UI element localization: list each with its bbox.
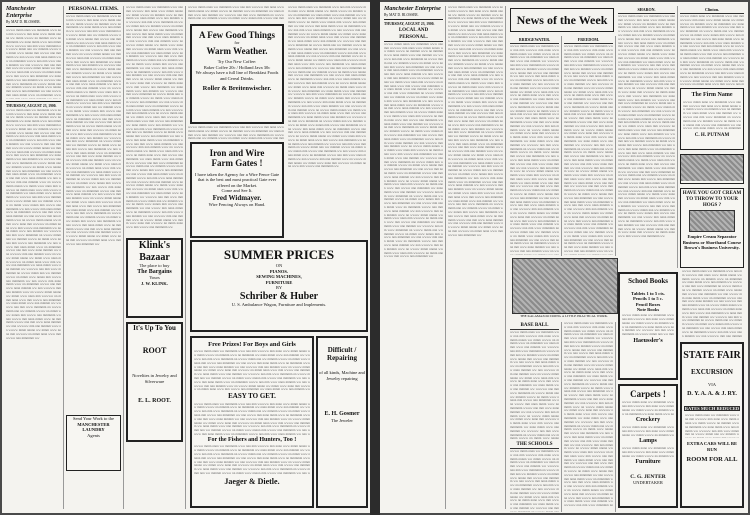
school-books-ad: School Books Tablets 1 to 5 cts. Pencils 1 to 5 c. Pencil Boxes Note Books wwww mmm nnnn ww mmmmm www nnn mm wwwww mm nnnn www mmm nnnnn ww mmm wwww nn mmmm www nn mmmmm ww nnnn mmm www nnn mmmm ww wwwww nnn mm www mmmmm nn wwww mmm nnn ww mmmm wwww nn mmm www nnnnn mm wwww nnn mmmmm ww nnn wwww mm nnnn mmm www nn mmmmm wwww nnn mm www nnnn mmmm ww nnn wwwww mm nnn mmmm www nn wwww mmm nnnnn ww mmm www nnnn mm wwwww nn mmm nnnn www mm wwww nnn mmmmm ww nnnn mmm www nnn mmmm ww wwwww nnn mm www mmmmm nn wwww mmm nnn ww mmmm wwww nn mmm www nnnnn mm wwww nnn mmmmm ww nnn wwww mm nnnn mmm www nn mmmmm wwww nnn mm www nnnn mmmm ww nnn wwwww mm nnn mmmm www nn wwww mmm nnnnn ww mmm www nnnn mm wwwww nn mmm nnnn www mm wwww nnn mmmmm ww nnnn mmm www nnn mmmm ww wwwww nnn mm www mmmmm nn wwww mmm nnn ww mmmm wwww nn mmm www nnnnn mm wwww nnn mmmmm ww nnn wwww mm nnnn mmm www nn mmmmm wwww nnn mm www nnnn mmmm ww nnn wwwww mm nnn mmmm www nn wwww mmm nnnnn ww mmm www nnnn mm wwwww nn mmm nnnn www mm wwww nnn mmmmm ww nnnn mmm www nnn mmmm ww wwwww nnn mm www mmmmm nn wwww mmm nnn ww mmmm wwww nn mmm www nnnnn mm wwww nnn mmmmm ww nnn wwww mm nnnn mmm www nn mmmmm wwww nnn mm www nnnn mmmm ww nnn wwwww mm nnn mmmm www nn wwww mmm nnnnn ww mmm www nnnn mm wwwww nn mmm nnnn www mm wwww nnn mmmmm ww nnnn mmm www nnn mmmm ww wwwww nnn mm www mmmmm nn wwww mmm nnn ww mmmm wwww nn mmm www nnnnn mm wwww nnn mmmmm ww nnn wwww mm nnnn mmm www nn mmmmm wwww nnn mm www nnnn mmmm ww nnn wwwww mm nnn mmmm www nn wwww mmm nnnnn ww mmm www nnnn mm wwwww nn mmm nnnn www mm wwww nnn mmmmm ww nnnn mmm www nnn mmmm ww wwwww nnn mm www mmmmm nn wwww mmm nnn ww mmmm wwww nn mmm www nnnnn mm wwww nnn mmmmm ww nnn wwww mm nnnn mmm www nn mmmmm wwww nnn mm www nnnn mmmm ww nnn wwwww mm nnn mmmm www nn wwww mmm nnnnn ww mmm www nnnn mm wwwww nn mmm nnnn www mm wwww nnn mmmmm ww Haeussler's bbox=[618, 272, 678, 380]
right-col-2 bbox=[446, 6, 506, 509]
left-col-2 bbox=[64, 6, 124, 509]
page-gutter bbox=[370, 0, 380, 515]
college-ad-banner bbox=[680, 154, 744, 184]
firm-name-ad: The Firm Name wwww mmm nnnn ww mmmmm www nnn mm wwwww mm nnnn www mmm nnnnn ww mmm wwww nn mmmm www nn mmmmm ww nnnn mmm www nnn mmmm ww wwwww nnn mm www mmmmm nn wwww mmm nnn ww mmmm wwww nn mmm www nnnnn mm wwww nnn mmmmm ww nnn wwww mm nnnn mmm www nn mmmmm wwww nnn mm www nnnn mmmm ww nnn wwwww mm nnn mmmm www nn wwww mmm nnnnn ww mmm www nnnn mm wwwww nn mmm nnnn www mm wwww nnn mmmmm ww nnnn mmm www nnn mmmm ww wwwww nnn mm www mmmmm nn wwww mmm nnn ww mmmm wwww nn mmm www nnnnn mm wwww nnn mmmmm ww nnn wwww mm nnnn mmm www nn mmmmm wwww nnn mm www nnnn mmmm ww nnn wwwww mm nnn mmmm www nn wwww mmm nnnnn ww mmm www nnnn mm wwwww nn mmm nnnn www mm wwww nnn mmmmm ww nnnn mmm www nnn mmmm ww wwwww nnn mm www mmmmm nn wwww mmm nnn ww mmmm wwww nn mmm www nnnnn mm wwww nnn mmmmm ww nnn wwww mm nnnn mmm www nn mmmmm wwww nnn mm www nnnn mmmm ww nnn wwwww mm nnn mmmm www nn wwww mmm nnnnn ww mmm www nnnn mm wwwww nn mmm nnnn www mm wwww nnn mmmmm ww nnnn mmm www nnn mmmm ww wwwww nnn mm www mmmmm nn wwww mmm nnn ww mmmm wwww nn mmm www nnnnn mm wwww nnn mmmmm ww nnn wwww mm nnnn mmm www nn mmmmm wwww nnn mm www nnnn mmmm ww nnn wwwww mm nnn mmmm www nn wwww mmm nnnnn ww mmm www nnnn mm wwwww nn mmm nnnn www mm wwww nnn mmmmm ww nnnn mmm www nnn mmmm ww wwwww nnn mm www mmmmm nn wwww mmm nnn ww mmmm wwww nn mmm www nnnnn mm wwww nnn mmmmm ww nnn wwww mm nnnn mmm www nn mmmmm wwww nnn mm www nnnn mmmm ww nnn wwwww mm nnn mmmm www nn wwww mmm nnnnn ww mmm www nnnn mm wwwww nn mmm nnnn www mm wwww nnn mmmmm ww nnnn mmm www nnn mmmm ww wwwww nnn mm www mmmmm nn wwww mmm nnn ww mmmm wwww nn mmm www nnnnn mm wwww nnn mmmmm ww nnn wwww mm nnnn mmm www nn mmmmm wwww nnn mm www nnnn mmmm ww nnn wwwww mm nnn mmmm www nn wwww mmm nnnnn ww mmm www nnnn mm wwwww nn mmm nnnn www mm wwww nnn mmmmm ww C. H. PUTNAM bbox=[680, 88, 744, 150]
left-col-5 bbox=[286, 6, 368, 238]
summer-prices-ad: SUMMER PRICES ON PIANOS. SEWING MACHINES, FURNITURE BY Schriber & Huber U. S. Ambulance Wagon, Furniture and Implements. bbox=[190, 240, 368, 332]
right-page bbox=[380, 2, 748, 513]
personal-items-text bbox=[66, 15, 121, 415]
carpets-ad: Carpets ! wwww mmm nnnn ww mmmmm www nnn mm wwwww mm nnnn www mmm nnnnn ww mmm wwww nn mmmm www nn mmmmm ww nnnn mmm www nnn mmmm ww wwwww nnn mm www mmmmm nn wwww mmm nnn ww mmmm wwww nn mmm www nnnnn mm wwww nnn mmmmm ww nnn wwww mm nnnn mmm www nn mmmmm wwww nnn mm www nnnn mmmm ww nnn wwwww mm nnn mmmm www nn wwww mmm nnnnn ww mmm www nnnn mm wwwww nn mmm nnnn www mm wwww nnn mmmmm ww nnnn mmm www nnn mmmm ww wwwww nnn mm www mmmmm nn wwww mmm nnn ww mmmm wwww nn mmm www nnnnn mm wwww nnn mmmmm ww nnn wwww mm nnnn mmm www nn mmmmm wwww nnn mm www nnnn mmmm ww nnn wwwww mm nnn mmmm www nn wwww mmm nnnnn ww mmm www nnnn mm wwwww nn mmm nnnn www mm wwww nnn mmmmm ww nnnn mmm www nnn mmmm ww wwwww nnn mm www mmmmm nn wwww mmm nnn ww mmmm wwww nn mmm www nnnnn mm wwww nnn mmmmm ww nnn wwww mm nnnn mmm www nn mmmmm wwww nnn mm www nnnn mmmm ww nnn wwwww mm nnn mmmm www nn wwww mmm nnnnn ww mmm www nnnn mm wwwww nn mmm nnnn www mm wwww nnn mmmmm ww nnnn mmm www nnn mmmm ww wwwww nnn mm www mmmmm nn wwww mmm nnn ww mmmm wwww nn mmm www nnnnn mm wwww nnn mmmmm ww nnn wwww mm nnnn mmm www nn mmmmm wwww nnn mm www nnnn mmmm ww nnn wwwww mm nnn mmmm www nn wwww mmm nnnnn ww mmm www nnnn mm wwwww nn mmm nnnn www mm wwww nnn mmmmm ww nnnn mmm www nnn mmmm ww wwwww nnn mm www mmmmm nn wwww mmm nnn ww mmmm wwww nn mmm www nnnnn mm wwww nnn mmmmm ww nnn wwww mm nnnn mmm www nn mmmmm wwww nnn mm www nnnn mmmm ww nnn wwwww mm nnn mmmm www nn wwww mmm nnnnn ww mmm www nnnn mm wwwww nn mmm nnnn www mm wwww nnn mmmmm ww nnnn mmm www nnn mmmm ww wwwww nnn mm www mmmmm nn wwww mmm nnn ww mmmm wwww nn mmm www nnnnn mm wwww nnn mmmmm ww nnn wwww mm nnnn mmm www nn mmmmm wwww nnn mm www nnnn mmmm ww nnn wwwww mm nnn mmmm www nn wwww mmm nnnnn ww mmm www nnnn mm wwwww nn mmm nnnn www mm wwww nnn mmmmm ww Crockery wwww mmm nnnn ww mmmmm www nnn mm wwwww mm nnnn www mmm nnnnn ww mmm wwww nn mmmm www nn mmmmm ww nnnn mmm www nnn mmmm ww wwwww nnn mm www mmmmm nn wwww mmm nnn ww mmmm wwww nn mmm www nnnnn mm wwww nnn mmmmm ww nnn wwww mm nnnn mmm www nn mmmmm wwww nnn mm www nnnn mmmm ww nnn wwwww mm nnn mmmm www nn wwww mmm nnnnn ww mmm www nnnn mm wwwww nn mmm nnnn www mm wwww nnn mmmmm ww nnnn mmm www nnn mmmm ww wwwww nnn mm www mmmmm nn wwww mmm nnn ww mmmm wwww nn mmm www nnnnn mm wwww nnn mmmmm ww nnn wwww mm nnnn mmm www nn mmmmm wwww nnn mm www nnnn mmmm ww nnn wwwww mm nnn mmmm www nn wwww mmm nnnnn ww mmm www nnnn mm wwwww nn mmm nnnn www mm wwww nnn mmmmm ww nnnn mmm www nnn mmmm ww wwwww nnn mm www mmmmm nn wwww mmm nnn ww mmmm wwww nn mmm www nnnnn mm wwww nnn mmmmm ww nnn wwww mm nnnn mmm www nn mmmmm wwww nnn mm www nnnn mmmm ww nnn wwwww mm nnn mmmm www nn wwww mmm nnnnn ww mmm www nnnn mm wwwww nn mmm nnnn www mm wwww nnn mmmmm ww nnnn mmm www nnn mmmm ww wwwww nnn mm www mmmmm nn wwww mmm nnn ww mmmm wwww nn mmm www nnnnn mm wwww nnn mmmmm ww nnn wwww mm nnnn mmm www nn mmmmm wwww nnn mm www nnnn mmmm ww nnn wwwww mm nnn mmmm www nn wwww mmm nnnnn ww mmm www nnnn mm wwwww nn mmm nnnn www mm wwww nnn mmmmm ww nnnn mmm www nnn mmmm ww wwwww nnn mm www mmmmm nn wwww mmm nnn ww mmmm wwww nn mmm www nnnnn mm wwww nnn mmmmm ww nnn wwww mm nnnn mmm www nn mmmmm wwww nnn mm www nnnn mmmm ww nnn wwwww mm nnn mmmm www nn wwww mmm nnnnn ww mmm www nnnn mm wwwww nn mmm nnnn www mm wwww nnn mmmmm ww nnnn mmm www nnn mmmm ww wwwww nnn mm www mmmmm nn wwww mmm nnn ww mmmm wwww nn mmm www nnnnn mm wwww nnn mmmmm ww nnn wwww mm nnnn mmm www nn mmmmm wwww nnn mm www nnnn mmmm ww nnn wwwww mm nnn mmmm www nn wwww mmm nnnnn ww mmm www nnnn mm wwwww nn mmm nnnn www mm wwww nnn mmmmm ww Lamps wwww mmm nnnn ww mmmmm www nnn mm wwwww mm nnnn www mmm nnnnn ww mmm wwww nn mmmm www nn mmmmm ww nnnn mmm www nnn mmmm ww wwwww nnn mm www mmmmm nn wwww mmm nnn ww mmmm wwww nn mmm www nnnnn mm wwww nnn mmmmm ww nnn wwww mm nnnn mmm www nn mmmmm wwww nnn mm www nnnn mmmm ww nnn wwwww mm nnn mmmm www nn wwww mmm nnnnn ww mmm www nnnn mm wwwww nn mmm nnnn www mm wwww nnn mmmmm ww nnnn mmm www nnn mmmm ww wwwww nnn mm www mmmmm nn wwww mmm nnn ww mmmm wwww nn mmm www nnnnn mm wwww nnn mmmmm ww nnn wwww mm nnnn mmm www nn mmmmm wwww nnn mm www nnnn mmmm ww nnn wwwww mm nnn mmmm www nn wwww mmm nnnnn ww mmm www nnnn mm wwwww nn mmm nnnn www mm wwww nnn mmmmm ww nnnn mmm www nnn mmmm ww wwwww nnn mm www mmmmm nn wwww mmm nnn ww mmmm wwww nn mmm www nnnnn mm wwww nnn mmmmm ww nnn wwww mm nnnn mmm www nn mmmmm wwww nnn mm www nnnn mmmm ww nnn wwwww mm nnn mmmm www nn wwww mmm nnnnn ww mmm www nnnn mm wwwww nn mmm nnnn www mm wwww nnn mmmmm ww nnnn mmm www nnn mmmm ww wwwww nnn mm www mmmmm nn wwww mmm nnn ww mmmm wwww nn mmm www nnnnn mm wwww nnn mmmmm ww nnn wwww mm nnnn mmm www nn mmmmm wwww nnn mm www nnnn mmmm ww nnn wwwww mm nnn mmmm www nn wwww mmm nnnnn ww mmm www nnnn mm wwwww nn mmm nnnn www mm wwww nnn mmmmm ww nnnn mmm www nnn mmmm ww wwwww nnn mm www mmmmm nn wwww mmm nnn ww mmmm wwww nn mmm www nnnnn mm wwww nnn mmmmm ww nnn wwww mm nnnn mmm www nn mmmmm wwww nnn mm www nnnn mmmm ww nnn wwwww mm nnn mmmm www nn wwww mmm nnnnn ww mmm www nnnn mm wwwww nn mmm nnnn www mm wwww nnn mmmmm ww nnnn mmm www nnn mmmm ww wwwww nnn mm www mmmmm nn wwww mmm nnn ww mmmm wwww nn mmm www nnnnn mm wwww nnn mmmmm ww nnn wwww mm nnnn mmm www nn mmmmm wwww nnn mm www nnnn mmmm ww nnn wwwww mm nnn mmmm www nn wwww mmm nnnnn ww mmm www nnnn mm wwwww nn mmm nnnn www mm wwww nnn mmmmm ww Furniture C. G. JENTER UNDERTAKER bbox=[618, 384, 678, 508]
left-col-1 bbox=[4, 6, 64, 509]
right-col-4: FREEDOM. wwww mmm nnnn ww mmmmm www nnn mm wwwww mm nnnn www mmm nnnnn ww mmm wwww nn mmmm www nn mmmmm ww nnnn mmm www nnn mmmm ww wwwww nnn mm www mmmmm nn wwww mmm nnn ww mmmm wwww nn mmm www nnnnn mm wwww nnn mmmmm ww nnn wwww mm nnnn mmm www nn mmmmm wwww nnn mm www nnnn mmmm ww nnn wwwww mm nnn mmmm www nn wwww mmm nnnnn ww mmm www nnnn mm wwwww nn mmm nnnn www mm wwww nnn mmmmm ww nnnn mmm www nnn mmmm ww wwwww nnn mm www mmmmm nn wwww mmm nnn ww mmmm wwww nn mmm www nnnnn mm wwww nnn mmmmm ww nnn wwww mm nnnn mmm www nn mmmmm wwww nnn mm www nnnn mmmm ww nnn wwwww mm nnn mmmm www nn wwww mmm nnnnn ww mmm www nnnn mm wwwww nn mmm nnnn www mm wwww nnn mmmmm ww nnnn mmm www nnn mmmm ww wwwww nnn mm www mmmmm nn wwww mmm nnn ww mmmm wwww nn mmm www nnnnn mm wwww nnn mmmmm ww nnn wwww mm nnnn mmm www nn mmmmm wwww nnn mm www nnnn mmmm ww nnn wwwww mm nnn mmmm www nn wwww mmm nnnnn ww mmm www nnnn mm wwwww nn mmm nnnn www mm wwww nnn mmmmm ww nnnn mmm www nnn mmmm ww wwwww nnn mm www mmmmm nn wwww mmm nnn ww mmmm wwww nn mmm www nnnnn mm wwww nnn mmmmm ww nnn wwww mm nnnn mmm www nn mmmmm wwww nnn mm www nnnn mmmm ww nnn wwwww mm nnn mmmm www nn wwww mmm nnnnn ww mmm www nnnn mm wwwww nn mmm nnnn www mm wwww nnn mmmmm ww nnnn mmm www nnn mmmm ww wwwww nnn mm www mmmmm nn wwww mmm nnn ww mmmm wwww nn mmm www nnnnn mm wwww nnn mmmmm ww nnn wwww mm nnnn mmm www nn mmmmm wwww nnn mm www nnnn mmmm ww nnn wwwww mm nnn mmmm www nn wwww mmm nnnnn ww mmm www nnnn mm wwwww nn mmm nnnn www mm wwww nnn mmmmm ww nnnn mmm www nnn mmmm ww wwwww nnn mm www mmmmm nn wwww mmm nnn ww mmmm wwww nn mmm www nnnnn mm wwww nnn mmmmm ww nnn wwww mm nnnn mmm www nn mmmmm wwww nnn mm www nnnn mmmm ww nnn wwwww mm nnn mmmm www nn wwww mmm nnnnn ww mmm www nnnn mm wwwww nn mmm nnnn www mm wwww nnn mmmmm ww bbox=[562, 36, 616, 256]
issue-date: THURSDAY, AUGUST 23, 1900. bbox=[384, 22, 435, 27]
good-things-ad: A Few Good Things for Warm Weather. Try Our New Coffee: Baker Coffee 20c / Holland Java 30c We always have a full line of Breakfast Foods and Cereal Drinks. Roller & Breitenwischer. bbox=[190, 24, 284, 124]
section-heading: PERSONAL ITEMS. bbox=[66, 6, 121, 14]
state-fair-excursion-ad: STATE FAIR EXCURSION VIA D. Y. A. A. & J. RY. RATES MUCH REDUCED wwww mmm nnnn ww mmmmm www nnn mm wwwww mm nnnn www mmm nnnnn ww mmm wwww nn mmmm www nn mmmmm ww nnnn mmm www nnn mmmm ww wwwww nnn mm www mmmmm nn wwww mmm nnn ww mmmm wwww nn mmm www nnnnn mm wwww nnn mmmmm ww nnn wwww mm nnnn mmm www nn mmmmm wwww nnn mm www nnnn mmmm ww nnn wwwww mm nnn mmmm www nn wwww mmm nnnnn ww mmm www nnnn mm wwwww nn mmm nnnn www mm wwww nnn mmmmm ww nnnn mmm www nnn mmmm ww wwwww nnn mm www mmmmm nn wwww mmm nnn ww mmmm wwww nn mmm www nnnnn mm wwww nnn mmmmm ww nnn wwww mm nnnn mmm www nn mmmmm wwww nnn mm www nnnn mmmm ww nnn wwwww mm nnn mmmm www nn wwww mmm nnnnn ww mmm www nnnn mm wwwww nn mmm nnnn www mm wwww nnn mmmmm ww nnnn mmm www nnn mmmm ww wwwww nnn mm www mmmmm nn wwww mmm nnn ww mmmm wwww nn mmm www nnnnn mm wwww nnn mmmmm ww nnn wwww mm nnnn mmm www nn mmmmm wwww nnn mm www nnnn mmmm ww nnn wwwww mm nnn mmmm www nn wwww mmm nnnnn ww mmm www nnnn mm wwwww nn mmm nnnn www mm wwww nnn mmmmm ww nnnn mmm www nnn mmmm ww wwwww nnn mm www mmmmm nn wwww mmm nnn ww mmmm wwww nn mmm www nnnnn mm wwww nnn mmmmm ww nnn wwww mm nnnn mmm www nn mmmmm wwww nnn mm www nnnn mmmm ww nnn wwwww mm nnn mmmm www nn wwww mmm nnnnn ww mmm www nnnn mm wwwww nn mmm nnnn www mm wwww nnn mmmmm ww nnnn mmm www nnn mmmm ww wwwww nnn mm www mmmmm nn wwww mmm nnn ww mmmm wwww nn mmm www nnnnn mm wwww nnn mmmmm ww nnn wwww mm nnnn mmm www nn mmmmm wwww nnn mm www nnnn mmmm ww nnn wwwww mm nnn mmmm www nn wwww mmm nnnnn ww mmm www nnnn mm wwwww nn mmm nnnn www mm wwww nnn mmmmm ww nnnn mmm www nnn mmmm ww wwwww nnn mm www mmmmm nn wwww mmm nnn ww mmmm wwww nn mmm www nnnnn mm wwww nnn mmmmm ww nnn wwww mm nnnn mmm www nn mmmmm wwww nnn mm www nnnn mmmm ww nnn wwwww mm nnn mmmm www nn wwww mmm nnnnn ww mmm www nnnn mm wwwww nn mmm nnnn www mm wwww nnn mmmmm ww EXTRA CARS WILL BE RUN ROOM FOR ALL bbox=[680, 342, 744, 508]
laundry-ad: Send Your Work to the MANCHESTER LAUNDRY Agents bbox=[66, 415, 121, 471]
right-col-6: Clinton. wwww mmm nnnn ww mmmmm www nnn mm wwwww mm nnnn www mmm nnnnn ww mmm wwww nn mmmm www nn mmmmm ww nnnn mmm www nnn mmmm ww wwwww nnn mm www mmmmm nn wwww mmm nnn ww mmmm wwww nn mmm www nnnnn mm wwww nnn mmmmm ww nnn wwww mm nnnn mmm www nn mmmmm wwww nnn mm www nnnn mmmm ww nnn wwwww mm nnn mmmm www nn wwww mmm nnnnn ww mmm www nnnn mm wwwww nn mmm nnnn www mm wwww nnn mmmmm ww nnnn mmm www nnn mmmm ww wwwww nnn mm www mmmmm nn wwww mmm nnn ww mmmm wwww nn mmm www nnnnn mm wwww nnn mmmmm ww nnn wwww mm nnnn mmm www nn mmmmm wwww nnn mm www nnnn mmmm ww nnn wwwww mm nnn mmmm www nn wwww mmm nnnnn ww mmm www nnnn mm wwwww nn mmm nnnn www mm wwww nnn mmmmm ww nnnn mmm www nnn mmmm ww wwwww nnn mm www mmmmm nn wwww mmm nnn ww mmmm wwww nn mmm www nnnnn mm wwww nnn mmmmm ww nnn wwww mm nnnn mmm www nn mmmmm wwww nnn mm www nnnn mmmm ww nnn wwwww mm nnn mmmm www nn wwww mmm nnnnn ww mmm www nnnn mm wwwww nn mmm nnnn www mm wwww nnn mmmmm ww nnnn mmm www nnn mmmm ww wwwww nnn mm www mmmmm nn wwww mmm nnn ww mmmm wwww nn mmm www nnnnn mm wwww nnn mmmmm ww nnn wwww mm nnnn mmm www nn mmmmm wwww nnn mm www nnnn mmmm ww nnn wwwww mm nnn mmmm www nn wwww mmm nnnnn ww mmm www nnnn mm wwwww nn mmm nnnn www mm wwww nnn mmmmm ww nnnn mmm www nnn mmmm ww wwwww nnn mm www mmmmm nn wwww mmm nnn ww mmmm wwww nn mmm www nnnnn mm wwww nnn mmmmm ww nnn wwww mm nnnn mmm www nn mmmmm wwww nnn mm www nnnn mmmm ww nnn wwwww mm nnn mmmm www nn wwww mmm nnnnn ww mmm www nnnn mm wwwww nn mmm nnnn www mm wwww nnn mmmmm ww nnnn mmm www nnn mmmm ww wwwww nnn mm www mmmmm nn wwww mmm nnn ww mmmm wwww nn mmm www nnnnn mm wwww nnn mmmmm ww nnn wwww mm nnnn mmm www nn mmmmm wwww nnn mm www nnnn mmmm ww nnn wwwww mm nnn mmmm www nn wwww mmm nnnnn ww mmm www nnnn mm wwwww nn mmm nnnn www mm wwww nnn mmmmm ww bbox=[678, 6, 746, 86]
local-news-text bbox=[384, 43, 443, 509]
cream-separator-ad: HAVE YOU GOT CREAM TO THROW TO YOUR HOGS ? Empire Cream Separator Business or Shorthand Course Brown's Business University. bbox=[680, 188, 744, 268]
news-of-week-banner: News of the Week bbox=[510, 8, 614, 32]
local-personal-heading: LOCAL AND PERSONAL. bbox=[384, 27, 443, 42]
klink-bazaar-ad: Klink's Bazaar The place to buy The Bargains Yours J. W. KLINK. bbox=[126, 238, 183, 318]
issue-date: THURSDAY, AUGUST 23, 1900. bbox=[6, 104, 57, 109]
publisher: By MAT D. BLOSSER. bbox=[6, 20, 41, 24]
article-text bbox=[288, 6, 366, 238]
article-text bbox=[6, 109, 61, 509]
right-col-5: SHARON. wwww mmm nnnn ww mmmmm www nnn mm wwwww mm nnnn www mmm nnnnn ww mmm wwww nn mmmm www nn mmmmm ww nnnn mmm www nnn mmmm ww wwwww nnn mm www mmmmm nn wwww mmm nnn ww mmmm wwww nn mmm www nnnnn mm wwww nnn mmmmm ww nnn wwww mm nnnn mmm www nn mmmmm wwww nnn mm www nnnn mmmm ww nnn wwwww mm nnn mmmm www nn wwww mmm nnnnn ww mmm www nnnn mm wwwww nn mmm nnnn www mm wwww nnn mmmmm ww nnnn mmm www nnn mmmm ww wwwww nnn mm www mmmmm nn wwww mmm nnn ww mmmm wwww nn mmm www nnnnn mm wwww nnn mmmmm ww nnn wwww mm nnnn mmm www nn mmmmm wwww nnn mm www nnnn mmmm ww nnn wwwww mm nnn mmmm www nn wwww mmm nnnnn ww mmm www nnnn mm wwwww nn mmm nnnn www mm wwww nnn mmmmm ww nnnn mmm www nnn mmmm ww wwwww nnn mm www mmmmm nn wwww mmm nnn ww mmmm wwww nn mmm www nnnnn mm wwww nnn mmmmm ww nnn wwww mm nnnn mmm www nn mmmmm wwww nnn mm www nnnn mmmm ww nnn wwwww mm nnn mmmm www nn wwww mmm nnnnn ww mmm www nnnn mm wwwww nn mmm nnnn www mm wwww nnn mmmmm ww nnnn mmm www nnn mmmm ww wwwww nnn mm www mmmmm nn wwww mmm nnn ww mmmm wwww nn mmm www nnnnn mm wwww nnn mmmmm ww nnn wwww mm nnnn mmm www nn mmmmm wwww nnn mm www nnnn mmmm ww nnn wwwww mm nnn mmmm www nn wwww mmm nnnnn ww mmm www nnnn mm wwwww nn mmm nnnn www mm wwww nnn mmmmm ww nnnn mmm www nnn mmmm ww wwwww nnn mm www mmmmm nn wwww mmm nnn ww mmmm wwww nn mmm www nnnnn mm wwww nnn mmmmm ww nnn wwww mm nnnn mmm www nn mmmmm wwww nnn mm www nnnn mmmm ww nnn wwwww mm nnn mmmm www nn wwww mmm nnnnn ww mmm www nnnn mm wwwww nn mmm nnnn www mm wwww nnn mmmmm ww nnnn mmm www nnn mmmm ww wwwww nnn mm www mmmmm nn wwww mmm nnn ww mmmm wwww nn mmm www nnnnn mm wwww nnn mmmmm ww nnn wwww mm nnnn mmm www nn mmmmm wwww nnn mm www nnnn mmmm ww nnn wwwww mm nnn mmmm www nn wwww mmm nnnnn ww mmm www nnnn mm wwwww nn mmm nnnn www mm wwww nnn mmmmm ww bbox=[616, 6, 678, 268]
right-col-3b: BASE BALL wwww mmm nnnn ww mmmmm www nnn mm wwwww mm nnnn www mmm nnnnn ww mmm wwww nn mmmm www nn mmmmm ww nnnn mmm www nnn mmmm ww wwwww nnn mm www mmmmm nn wwww mmm nnn ww mmmm wwww nn mmm www nnnnn mm wwww nnn mmmmm ww nnn wwww mm nnnn mmm www nn mmmmm wwww nnn mm www nnnn mmmm ww nnn wwwww mm nnn mmmm www nn wwww mmm nnnnn ww mmm www nnnn mm wwwww nn mmm nnnn www mm wwww nnn mmmmm ww nnnn mmm www nnn mmmm ww wwwww nnn mm www mmmmm nn wwww mmm nnn ww mmmm wwww nn mmm www nnnnn mm wwww nnn mmmmm ww nnn wwww mm nnnn mmm www nn mmmmm wwww nnn mm www nnnn mmmm ww nnn wwwww mm nnn mmmm www nn wwww mmm nnnnn ww mmm www nnnn mm wwwww nn mmm nnnn www mm wwww nnn mmmmm ww nnnn mmm www nnn mmmm ww wwwww nnn mm www mmmmm nn wwww mmm nnn ww mmmm wwww nn mmm www nnnnn mm wwww nnn mmmmm ww nnn wwww mm nnnn mmm www nn mmmmm wwww nnn mm www nnnn mmmm ww nnn wwwww mm nnn mmmm www nn wwww mmm nnnnn ww mmm www nnnn mm wwwww nn mmm nnnn www mm wwww nnn mmmmm ww nnnn mmm www nnn mmmm ww wwwww nnn mm www mmmmm nn wwww mmm nnn ww mmmm wwww nn mmm www nnnnn mm wwww nnn mmmmm ww nnn wwww mm nnnn mmm www nn mmmmm wwww nnn mm www nnnn mmmm ww nnn wwwww mm nnn mmmm www nn wwww mmm nnnnn ww mmm www nnnn mm wwwww nn mmm nnnn www mm wwww nnn mmmmm ww nnnn mmm www nnn mmmm ww wwwww nnn mm www mmmmm nn wwww mmm nnn ww mmmm wwww nn mmm www nnnnn mm wwww nnn mmmmm ww nnn wwww mm nnnn mmm www nn mmmmm wwww nnn mm www nnnn mmmm ww nnn wwwww mm nnn mmmm www nn wwww mmm nnnnn ww mmm www nnnn mm wwwww nn mmm nnnn www mm wwww nnn mmmmm ww nnnn mmm www nnn mmmm ww wwwww nnn mm www mmmmm nn wwww mmm nnn ww mmmm wwww nn mmm www nnnnn mm wwww nnn mmmmm ww nnn wwww mm nnnn mmm www nn mmmmm wwww nnn mm www nnnn mmmm ww nnn wwwww mm nnn mmmm www nn wwww mmm nnnnn ww mmm www nnnn mm wwwww nn mmm nnnn www mm wwww nnn mmmmm ww THE SCHOOLS wwww mmm nnnn ww mmmmm www nnn mm wwwww mm nnnn www mmm nnnnn ww mmm wwww nn mmmm www nn mmmmm ww nnnn mmm www nnn mmmm ww wwwww nnn mm www mmmmm nn wwww mmm nnn ww mmmm wwww nn mmm www nnnnn mm wwww nnn mmmmm ww nnn wwww mm nnnn mmm www nn mmmmm wwww nnn mm www nnnn mmmm ww nnn wwwww mm nnn mmmm www nn wwww mmm nnnnn ww mmm www nnnn mm wwwww nn mmm nnnn www mm wwww nnn mmmmm ww nnnn mmm www nnn mmmm ww wwwww nnn mm www mmmmm nn wwww mmm nnn ww mmmm wwww nn mmm www nnnnn mm wwww nnn mmmmm ww nnn wwww mm nnnn mmm www nn mmmmm wwww nnn mm www nnnn mmmm ww nnn wwwww mm nnn mmmm www nn wwww mmm nnnnn ww mmm www nnnn mm wwwww nn mmm nnnn www mm wwww nnn mmmmm ww nnnn mmm www nnn mmmm ww wwwww nnn mm www mmmmm nn wwww mmm nnn ww mmmm wwww nn mmm www nnnnn mm wwww nnn mmmmm ww nnn wwww mm nnnn mmm www nn mmmmm wwww nnn mm www nnnn mmmm ww nnn wwwww mm nnn mmmm www nn wwww mmm nnnnn ww mmm www nnnn mm wwwww nn mmm nnnn www mm wwww nnn mmmmm ww nnnn mmm www nnn mmmm ww wwwww nnn mm www mmmmm nn wwww mmm nnn ww mmmm wwww nn mmm www nnnnn mm wwww nnn mmmmm ww nnn wwww mm nnnn mmm www nn mmmmm wwww nnn mm www nnnn mmmm ww nnn wwwww mm nnn mmmm www nn wwww mmm nnnnn ww mmm www nnnn mm wwwww nn mmm nnnn www mm wwww nnn mmmmm ww nnnn mmm www nnn mmmm ww wwwww nnn mm www mmmmm nn wwww mmm nnn ww mmmm wwww nn mmm www nnnnn mm wwww nnn mmmmm ww nnn wwww mm nnnn mmm www nn mmmmm wwww nnn mm www nnnn mmmm ww nnn wwwww mm nnn mmmm www nn wwww mmm nnnnn ww mmm www nnnn mm wwwww nn mmm nnnn www mm wwww nnn mmmmm ww nnnn mmm www nnn mmmm ww wwwww nnn mm www mmmmm nn wwww mmm nnn ww mmmm wwww nn mmm www nnnnn mm wwww nnn mmmmm ww nnn wwww mm nnnn mmm www nn mmmmm wwww nnn mm www nnnn mmmm ww nnn wwwww mm nnn mmmm www nn wwww mmm nnnnn ww mmm www nnnn mm wwwww nn mmm nnnn www mm wwww nnn mmmmm ww bbox=[508, 322, 562, 512]
right-col-3: BRIDGEWATER. wwww mmm nnnn ww mmmmm www nnn mm wwwww mm nnnn www mmm nnnnn ww mmm wwww nn mmmm www nn mmmmm ww nnnn mmm www nnn mmmm ww wwwww nnn mm www mmmmm nn wwww mmm nnn ww mmmm wwww nn mmm www nnnnn mm wwww nnn mmmmm ww nnn wwww mm nnnn mmm www nn mmmmm wwww nnn mm www nnnn mmmm ww nnn wwwww mm nnn mmmm www nn wwww mmm nnnnn ww mmm www nnnn mm wwwww nn mmm nnnn www mm wwww nnn mmmmm ww nnnn mmm www nnn mmmm ww wwwww nnn mm www mmmmm nn wwww mmm nnn ww mmmm wwww nn mmm www nnnnn mm wwww nnn mmmmm ww nnn wwww mm nnnn mmm www nn mmmmm wwww nnn mm www nnnn mmmm ww nnn wwwww mm nnn mmmm www nn wwww mmm nnnnn ww mmm www nnnn mm wwwww nn mmm nnnn www mm wwww nnn mmmmm ww nnnn mmm www nnn mmmm ww wwwww nnn mm www mmmmm nn wwww mmm nnn ww mmmm wwww nn mmm www nnnnn mm wwww nnn mmmmm ww nnn wwww mm nnnn mmm www nn mmmmm wwww nnn mm www nnnn mmmm ww nnn wwwww mm nnn mmmm www nn wwww mmm nnnnn ww mmm www nnnn mm wwwww nn mmm nnnn www mm wwww nnn mmmmm ww nnnn mmm www nnn mmmm ww wwwww nnn mm www mmmmm nn wwww mmm nnn ww mmmm wwww nn mmm www nnnnn mm wwww nnn mmmmm ww nnn wwww mm nnnn mmm www nn mmmmm wwww nnn mm www nnnn mmmm ww nnn wwwww mm nnn mmmm www nn wwww mmm nnnnn ww mmm www nnnn mm wwwww nn mmm nnnn www mm wwww nnn mmmmm ww nnnn mmm www nnn mmmm ww wwwww nnn mm www mmmmm nn wwww mmm nnn ww mmmm wwww nn mmm www nnnnn mm wwww nnn mmmmm ww nnn wwww mm nnnn mmm www nn mmmmm wwww nnn mm www nnnn mmmm ww nnn wwwww mm nnn mmmm www nn wwww mmm nnnnn ww mmm www nnnn mm wwwww nn mmm nnnn www mm wwww nnn mmmmm ww nnnn mmm www nnn mmmm ww wwwww nnn mm www mmmmm nn wwww mmm nnn ww mmmm wwww nn mmm www nnnnn mm wwww nnn mmmmm ww nnn wwww mm nnnn mmm www nn mmmmm wwww nnn mm www nnnn mmmm ww nnn wwwww mm nnn mmmm www nn wwww mmm nnnnn ww mmm www nnnn mm wwwww nn mmm nnnn www mm wwww nnn mmmmm ww bbox=[508, 36, 562, 256]
left-page bbox=[2, 2, 370, 513]
article-text bbox=[126, 6, 183, 236]
article-text bbox=[6, 29, 61, 99]
left-col-3 bbox=[124, 6, 186, 509]
locomotive-photo bbox=[512, 258, 618, 314]
iron-wire-gates-ad: Iron and Wire Farm Gates ! I have taken the Agency for a Wire Fence Gate that is the best and most practical Gate ever offered on the Market. Come and See It. Fred Widmayer. Wire Fencing Always on Hand. bbox=[190, 142, 284, 238]
right-col-1: Manchester Enterprise By MAT D. BLOSSER. THURSDAY, AUGUST 23, 1900. LOCAL AND PERSONAL. wwww mmm nnnn ww mmmmm www nnn mm wwwww mm nnnn www mmm nnnnn ww mmm wwww nn mmmm www nn mmmmm ww nnnn mmm www nnn mmmm ww wwwww nnn mm www mmmmm nn wwww mmm nnn ww mmmm wwww nn mmm www nnnnn mm wwww nnn mmmmm ww nnn wwww mm nnnn mmm www nn mmmmm wwww nnn mm www nnnn mmmm ww nnn wwwww mm nnn mmmm www nn wwww mmm nnnnn ww mmm www nnnn mm wwwww nn mmm nnnn www mm wwww nnn mmmmm ww nnnn mmm www nnn mmmm ww wwwww nnn mm www mmmmm nn wwww mmm nnn ww mmmm wwww nn mmm www nnnnn mm wwww nnn mmmmm ww nnn wwww mm nnnn mmm www nn mmmmm wwww nnn mm www nnnn mmmm ww nnn wwwww mm nnn mmmm www nn wwww mmm nnnnn ww mmm www nnnn mm wwwww nn mmm nnnn www mm wwww nnn mmmmm ww nnnn mmm www nnn mmmm ww wwwww nnn mm www mmmmm nn wwww mmm nnn ww mmmm wwww nn mmm www nnnnn mm wwww nnn mmmmm ww nnn wwww mm nnnn mmm www nn mmmmm wwww nnn mm www nnnn mmmm ww nnn wwwww mm nnn mmmm www nn wwww mmm nnnnn ww mmm www nnnn mm wwwww nn mmm nnnn www mm wwww nnn mmmmm ww nnnn mmm www nnn mmmm ww wwwww nnn mm www mmmmm nn wwww mmm nnn ww mmmm wwww nn mmm www nnnnn mm wwww nnn mmmmm ww nnn wwww mm nnnn mmm www nn mmmmm wwww nnn mm www nnnn mmmm ww nnn wwwww mm nnn mmmm www nn wwww mmm nnnnn ww mmm www nnnn mm wwwww nn mmm nnnn www mm wwww nnn mmmmm ww nnnn mmm www nnn mmmm ww wwwww nnn mm www mmmmm nn wwww mmm nnn ww mmmm wwww nn mmm www nnnnn mm wwww nnn mmmmm ww nnn wwww mm nnnn mmm www nn mmmmm wwww nnn mm www nnnn mmmm ww nnn wwwww mm nnn mmmm www nn wwww mmm nnnnn ww mmm www nnnn mm wwwww nn mmm nnnn www mm wwww nnn mmmmm ww nnnn mmm www nnn mmmm ww wwwww nnn mm www mmmmm nn wwww mmm nnn ww mmmm wwww nn mmm www nnnnn mm wwww nnn mmmmm ww nnn wwww mm nnnn mmm www nn mmmmm wwww nnn mm www nnnn mmmm ww nnn wwwww mm nnn mmmm www nn wwww mmm nnnnn ww mmm www nnnn mm wwwww nn mmm nnnn www mm wwww nnn mmmmm ww bbox=[382, 6, 446, 509]
right-col-4b bbox=[562, 322, 616, 512]
up-to-you-ad: It's Up To You ROOT Novelties in Jewelry and Silverware E. L. ROOT. bbox=[126, 322, 183, 442]
photo-caption: THE KALAMAZOO DOING A LITTLE PRACTICAL WORK. bbox=[520, 314, 608, 318]
masthead: Manchester Enterprise bbox=[6, 6, 36, 19]
free-prizes-ad: Free Prizes! For Boys and Girls wwww mmm nnnn ww mmmmm www nnn mm wwwww mm nnnn www mmm nnnnn ww mmm wwww nn mmmm www nn mmmmm ww nnnn mmm www nnn mmmm ww wwwww nnn mm www mmmmm nn wwww mmm nnn ww mmmm wwww nn mmm www nnnnn mm wwww nnn mmmmm ww nnn wwww mm nnnn mmm www nn mmmmm wwww nnn mm www nnnn mmmm ww nnn wwwww mm nnn mmmm www nn wwww mmm nnnnn ww mmm www nnnn mm wwwww nn mmm nnnn www mm wwww nnn mmmmm ww nnnn mmm www nnn mmmm ww wwwww nnn mm www mmmmm nn wwww mmm nnn ww mmmm wwww nn mmm www nnnnn mm wwww nnn mmmmm ww nnn wwww mm nnnn mmm www nn mmmmm wwww nnn mm www nnnn mmmm ww nnn wwwww mm nnn mmmm www nn wwww mmm nnnnn ww mmm www nnnn mm wwwww nn mmm nnnn www mm wwww nnn mmmmm ww nnnn mmm www nnn mmmm ww wwwww nnn mm www mmmmm nn wwww mmm nnn ww mmmm wwww nn mmm www nnnnn mm wwww nnn mmmmm ww nnn wwww mm nnnn mmm www nn mmmmm wwww nnn mm www nnnn mmmm ww nnn wwwww mm nnn mmmm www nn wwww mmm nnnnn ww mmm www nnnn mm wwwww nn mmm nnnn www mm wwww nnn mmmmm ww nnnn mmm www nnn mmmm ww wwwww nnn mm www mmmmm nn wwww mmm nnn ww mmmm wwww nn mmm www nnnnn mm wwww nnn mmmmm ww nnn wwww mm nnnn mmm www nn mmmmm wwww nnn mm www nnnn mmmm ww nnn wwwww mm nnn mmmm www nn wwww mmm nnnnn ww mmm www nnnn mm wwwww nn mmm nnnn www mm wwww nnn mmmmm ww nnnn mmm www nnn mmmm ww wwwww nnn mm www mmmmm nn wwww mmm nnn ww mmmm wwww nn mmm www nnnnn mm wwww nnn mmmmm ww nnn wwww mm nnnn mmm www nn mmmmm wwww nnn mm www nnnn mmmm ww nnn wwwww mm nnn mmmm www nn wwww mmm nnnnn ww mmm www nnnn mm wwwww nn mmm nnnn www mm wwww nnn mmmmm ww nnnn mmm www nnn mmmm ww wwwww nnn mm www mmmmm nn wwww mmm nnn ww mmmm wwww nn mmm www nnnnn mm wwww nnn mmmmm ww nnn wwww mm nnnn mmm www nn mmmmm wwww nnn mm www nnnn mmmm ww nnn wwwww mm nnn mmmm www nn wwww mmm nnnnn ww mmm www nnnn mm wwwww nn mmm nnnn www mm wwww nnn mmmmm ww EASY TO GET. wwww mmm nnnn ww mmmmm www nnn mm wwwww mm nnnn www mmm nnnnn ww mmm wwww nn mmmm www nn mmmmm ww nnnn mmm www nnn mmmm ww wwwww nnn mm www mmmmm nn wwww mmm nnn ww mmmm wwww nn mmm www nnnnn mm wwww nnn mmmmm ww nnn wwww mm nnnn mmm www nn mmmmm wwww nnn mm www nnnn mmmm ww nnn wwwww mm nnn mmmm www nn wwww mmm nnnnn ww mmm www nnnn mm wwwww nn mmm nnnn www mm wwww nnn mmmmm ww nnnn mmm www nnn mmmm ww wwwww nnn mm www mmmmm nn wwww mmm nnn ww mmmm wwww nn mmm www nnnnn mm wwww nnn mmmmm ww nnn wwww mm nnnn mmm www nn mmmmm wwww nnn mm www nnnn mmmm ww nnn wwwww mm nnn mmmm www nn wwww mmm nnnnn ww mmm www nnnn mm wwwww nn mmm nnnn www mm wwww nnn mmmmm ww nnnn mmm www nnn mmmm ww wwwww nnn mm www mmmmm nn wwww mmm nnn ww mmmm wwww nn mmm www nnnnn mm wwww nnn mmmmm ww nnn wwww mm nnnn mmm www nn mmmmm wwww nnn mm www nnnn mmmm ww nnn wwwww mm nnn mmmm www nn wwww mmm nnnnn ww mmm www nnnn mm wwwww nn mmm nnnn www mm wwww nnn mmmmm ww nnnn mmm www nnn mmmm ww wwwww nnn mm www mmmmm nn wwww mmm nnn ww mmmm wwww nn mmm www nnnnn mm wwww nnn mmmmm ww nnn wwww mm nnnn mmm www nn mmmmm wwww nnn mm www nnnn mmmm ww nnn wwwww mm nnn mmmm www nn wwww mmm nnnnn ww mmm www nnnn mm wwwww nn mmm nnnn www mm wwww nnn mmmmm ww nnnn mmm www nnn mmmm ww wwwww nnn mm www mmmmm nn wwww mmm nnn ww mmmm wwww nn mmm www nnnnn mm wwww nnn mmmmm ww nnn wwww mm nnnn mmm www nn mmmmm wwww nnn mm www nnnn mmmm ww nnn wwwww mm nnn mmmm www nn wwww mmm nnnnn ww mmm www nnnn mm wwwww nn mmm nnnn www mm wwww nnn mmmmm ww nnnn mmm www nnn mmmm ww wwwww nnn mm www mmmmm nn wwww mmm nnn ww mmmm wwww nn mmm www nnnnn mm wwww nnn mmmmm ww nnn wwww mm nnnn mmm www nn mmmmm wwww nnn mm www nnnn mmmm ww nnn wwwww mm nnn mmmm www nn wwww mmm nnnnn ww mmm www nnnn mm wwwww nn mmm nnnn www mm wwww nnn mmmmm ww For the Fishers and Hunters, Too ! wwww mmm nnnn ww mmmmm www nnn mm wwwww mm nnnn www mmm nnnnn ww mmm wwww nn mmmm www nn mmmmm ww nnnn mmm www nnn mmmm ww wwwww nnn mm www mmmmm nn wwww mmm nnn ww mmmm wwww nn mmm www nnnnn mm wwww nnn mmmmm ww nnn wwww mm nnnn mmm www nn mmmmm wwww nnn mm www nnnn mmmm ww nnn wwwww mm nnn mmmm www nn wwww mmm nnnnn ww mmm www nnnn mm wwwww nn mmm nnnn www mm wwww nnn mmmmm ww nnnn mmm www nnn mmmm ww wwwww nnn mm www mmmmm nn wwww mmm nnn ww mmmm wwww nn mmm www nnnnn mm wwww nnn mmmmm ww nnn wwww mm nnnn mmm www nn mmmmm wwww nnn mm www nnnn mmmm ww nnn wwwww mm nnn mmmm www nn wwww mmm nnnnn ww mmm www nnnn mm wwwww nn mmm nnnn www mm wwww nnn mmmmm ww nnnn mmm www nnn mmmm ww wwwww nnn mm www mmmmm nn wwww mmm nnn ww mmmm wwww nn mmm www nnnnn mm wwww nnn mmmmm ww nnn wwww mm nnnn mmm www nn mmmmm wwww nnn mm www nnnn mmmm ww nnn wwwww mm nnn mmmm www nn wwww mmm nnnnn ww mmm www nnnn mm wwwww nn mmm nnnn www mm wwww nnn mmmmm ww nnnn mmm www nnn mmmm ww wwwww nnn mm www mmmmm nn wwww mmm nnn ww mmmm wwww nn mmm www nnnnn mm wwww nnn mmmmm ww nnn wwww mm nnnn mmm www nn mmmmm wwww nnn mm www nnnn mmmm ww nnn wwwww mm nnn mmmm www nn wwww mmm nnnnn ww mmm www nnnn mm wwwww nn mmm nnnn www mm wwww nnn mmmmm ww nnnn mmm www nnn mmmm ww wwwww nnn mm www mmmmm nn wwww mmm nnn ww mmmm wwww nn mmm www nnnnn mm wwww nnn mmmmm ww nnn wwww mm nnnn mmm www nn mmmmm wwww nnn mm www nnnn mmmm ww nnn wwwww mm nnn mmmm www nn wwww mmm nnnnn ww mmm www nnnn mm wwwww nn mmm nnnn www mm wwww nnn mmmmm ww nnnn mmm www nnn mmmm ww wwwww nnn mm www mmmmm nn wwww mmm nnn ww mmmm wwww nn mmm www nnnnn mm wwww nnn mmmmm ww nnn wwww mm nnnn mmm www nn mmmmm wwww nnn mm www nnnn mmmm ww nnn wwwww mm nnn mmmm www nn wwww mmm nnnnn ww mmm www nnnn mm wwwww nn mmm nnnn www mm wwww nnn mmmmm ww Jaeger & Dietle. bbox=[190, 336, 314, 508]
difficult-repairing-ad: Difficult / Repairing of all kinds, Machine and Jewelry repairing E. H. Gosmer The Jeweler bbox=[316, 336, 368, 508]
